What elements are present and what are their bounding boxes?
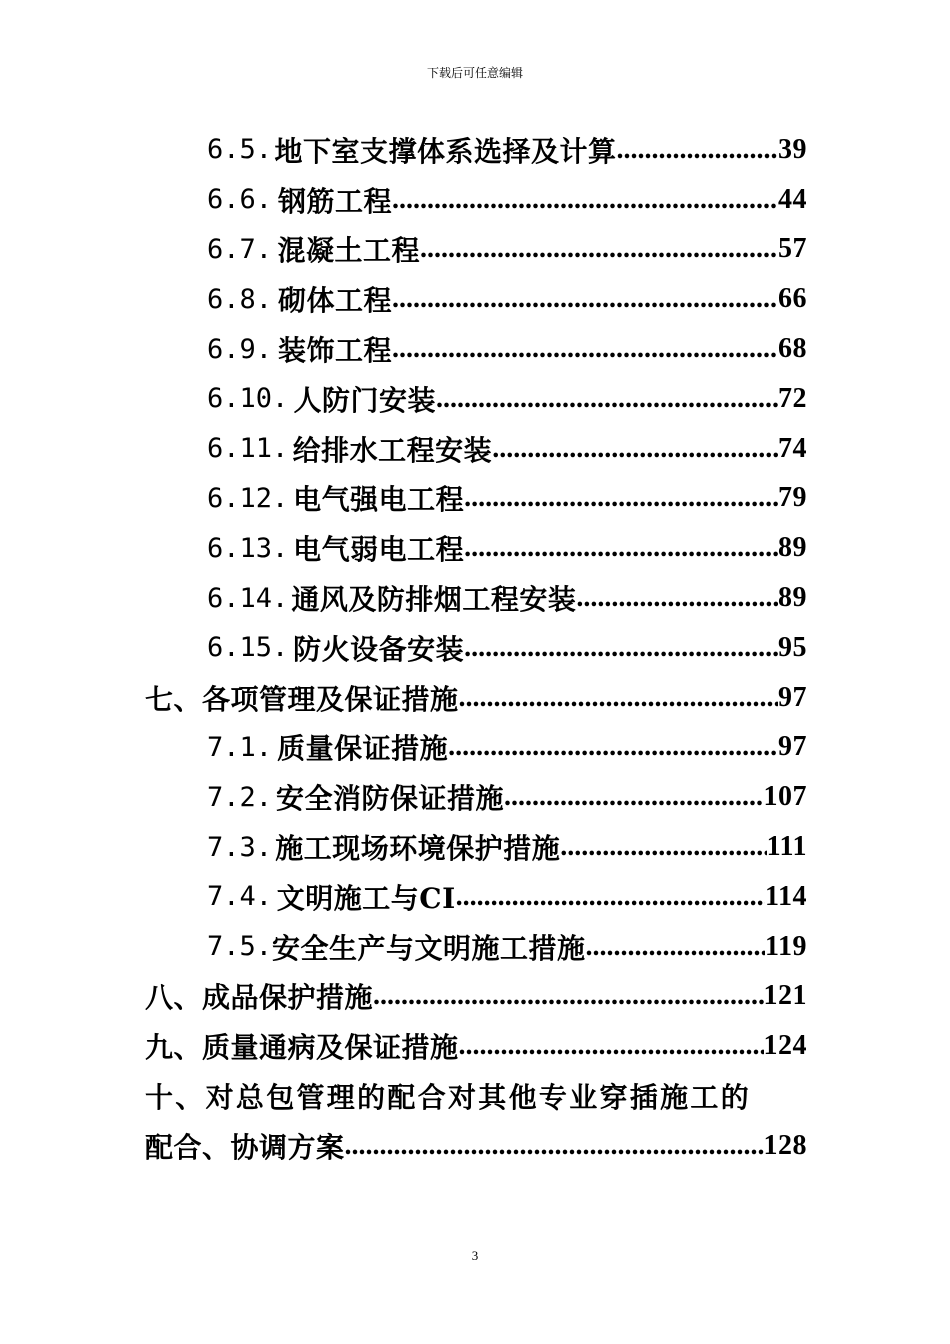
toc-entry-7-2[interactable] <box>145 772 807 822</box>
toc-title: 十、对总包管理的配合对其他专业穿插施工的 <box>145 1081 752 1115</box>
toc-leader <box>560 831 766 863</box>
toc-leader <box>392 283 778 315</box>
toc-leader <box>345 1130 764 1162</box>
page-header: 下载后可任意编辑 <box>426 66 523 80</box>
toc-title: 七、各项管理及保证措施 <box>145 682 459 716</box>
toc-entry-chapter-10-line2[interactable] <box>145 1121 807 1171</box>
toc-title: 混凝土工程 <box>277 234 421 268</box>
toc-page: 128 <box>763 1129 807 1161</box>
toc-leader <box>392 184 778 216</box>
toc-title: 配合、协调方案 <box>145 1130 345 1164</box>
toc-page: 72 <box>778 382 807 414</box>
toc-entry-7-5[interactable] <box>145 922 807 972</box>
toc-number: 6.13. <box>207 532 289 564</box>
toc-entry-6-5[interactable] <box>145 125 807 175</box>
toc-title: 砌体工程 <box>277 284 392 318</box>
toc-title: 施工现场环境保护措施 <box>275 832 561 866</box>
toc-title: 安全消防保证措施 <box>276 782 505 816</box>
toc-entry-6-10[interactable] <box>145 374 807 424</box>
toc-number: 6.7. <box>207 233 273 265</box>
toc-number: 7.4. <box>207 881 273 913</box>
toc-leader <box>576 582 778 614</box>
toc-page: 39 <box>778 133 807 165</box>
toc-number: 6.6. <box>207 184 273 216</box>
toc-entry-6-9[interactable] <box>145 324 807 374</box>
toc-number: 7.2. <box>207 781 273 813</box>
toc-page: 79 <box>778 482 807 514</box>
table-of-contents <box>145 125 807 1171</box>
toc-entry-6-7[interactable] <box>145 225 807 275</box>
toc-leader <box>459 1030 764 1062</box>
toc-leader <box>492 433 778 465</box>
toc-leader <box>420 233 778 265</box>
toc-number: 7.1. <box>207 731 273 763</box>
toc-page: 97 <box>778 731 807 763</box>
toc-entry-6-12[interactable] <box>145 474 807 524</box>
toc-title: 地下室支撑体系选择及计算 <box>274 134 617 168</box>
toc-page: 97 <box>778 681 807 713</box>
toc-entry-6-6[interactable] <box>145 175 807 225</box>
toc-title: 电气弱电工程 <box>293 533 465 567</box>
toc-entry-chapter-8[interactable] <box>145 972 807 1022</box>
toc-number: 6.9. <box>207 333 273 365</box>
toc-entry-6-14[interactable] <box>145 573 807 623</box>
toc-number: 7.5. <box>207 931 273 963</box>
toc-entry-7-1[interactable] <box>145 723 807 773</box>
toc-page: 74 <box>778 432 807 464</box>
toc-title: 钢筋工程 <box>277 184 392 218</box>
toc-leader <box>586 931 765 963</box>
toc-title: 装饰工程 <box>277 334 392 368</box>
toc-leader <box>464 632 778 664</box>
toc-page: 119 <box>765 930 807 962</box>
toc-entry-chapter-7[interactable] <box>145 673 807 723</box>
toc-entry-6-11[interactable] <box>145 424 807 474</box>
toc-page: 57 <box>778 233 807 265</box>
toc-leader <box>392 333 778 365</box>
toc-page: 111 <box>766 831 807 863</box>
toc-entry-7-3[interactable] <box>145 822 807 872</box>
toc-title: 防火设备安装 <box>293 632 465 666</box>
toc-leader <box>459 682 778 714</box>
toc-leader <box>456 881 765 913</box>
toc-title: 文明施工与CI <box>276 881 456 915</box>
toc-entry-6-8[interactable] <box>145 274 807 324</box>
toc-title: 通风及防排烟工程安装 <box>291 583 577 617</box>
toc-number: 6.5. <box>207 134 273 166</box>
toc-page: 89 <box>778 532 807 564</box>
toc-entry-chapter-9[interactable] <box>145 1021 807 1071</box>
toc-leader <box>448 731 778 763</box>
toc-leader <box>504 781 763 813</box>
toc-leader <box>617 134 778 166</box>
toc-entry-6-13[interactable] <box>145 523 807 573</box>
toc-number: 6.15. <box>207 632 289 664</box>
toc-leader <box>373 980 763 1012</box>
toc-title: 给排水工程安装 <box>292 433 493 467</box>
toc-page: 89 <box>778 582 807 614</box>
toc-title: 质量保证措施 <box>277 732 449 766</box>
toc-page: 66 <box>778 283 807 315</box>
toc-page: 124 <box>763 1030 807 1062</box>
toc-number: 6.10. <box>207 383 289 415</box>
toc-title: 电气强电工程 <box>293 483 465 517</box>
toc-entry-chapter-10-line1[interactable] <box>145 1071 807 1121</box>
toc-title: 人防门安装 <box>293 383 437 417</box>
toc-number: 6.12. <box>207 482 289 514</box>
toc-number: 6.14. <box>207 582 289 614</box>
toc-entry-7-4[interactable] <box>145 872 807 922</box>
toc-page: 95 <box>778 631 807 663</box>
toc-leader <box>464 482 778 514</box>
toc-title: 八、成品保护措施 <box>145 981 374 1015</box>
toc-page: 114 <box>765 880 807 912</box>
toc-page: 68 <box>778 333 807 365</box>
toc-title: 九、质量通病及保证措施 <box>145 1031 459 1065</box>
toc-leader <box>464 532 778 564</box>
toc-page: 107 <box>763 781 807 813</box>
toc-page: 121 <box>763 980 807 1012</box>
toc-page: 44 <box>778 183 807 215</box>
toc-title: 安全生产与文明施工措施 <box>272 931 586 965</box>
toc-number: 6.8. <box>207 283 273 315</box>
toc-leader <box>436 383 778 415</box>
page-number: 3 <box>471 1248 479 1263</box>
toc-entry-6-15[interactable] <box>145 623 807 673</box>
toc-number: 6.11. <box>207 433 289 465</box>
toc-number: 7.3. <box>207 831 273 863</box>
